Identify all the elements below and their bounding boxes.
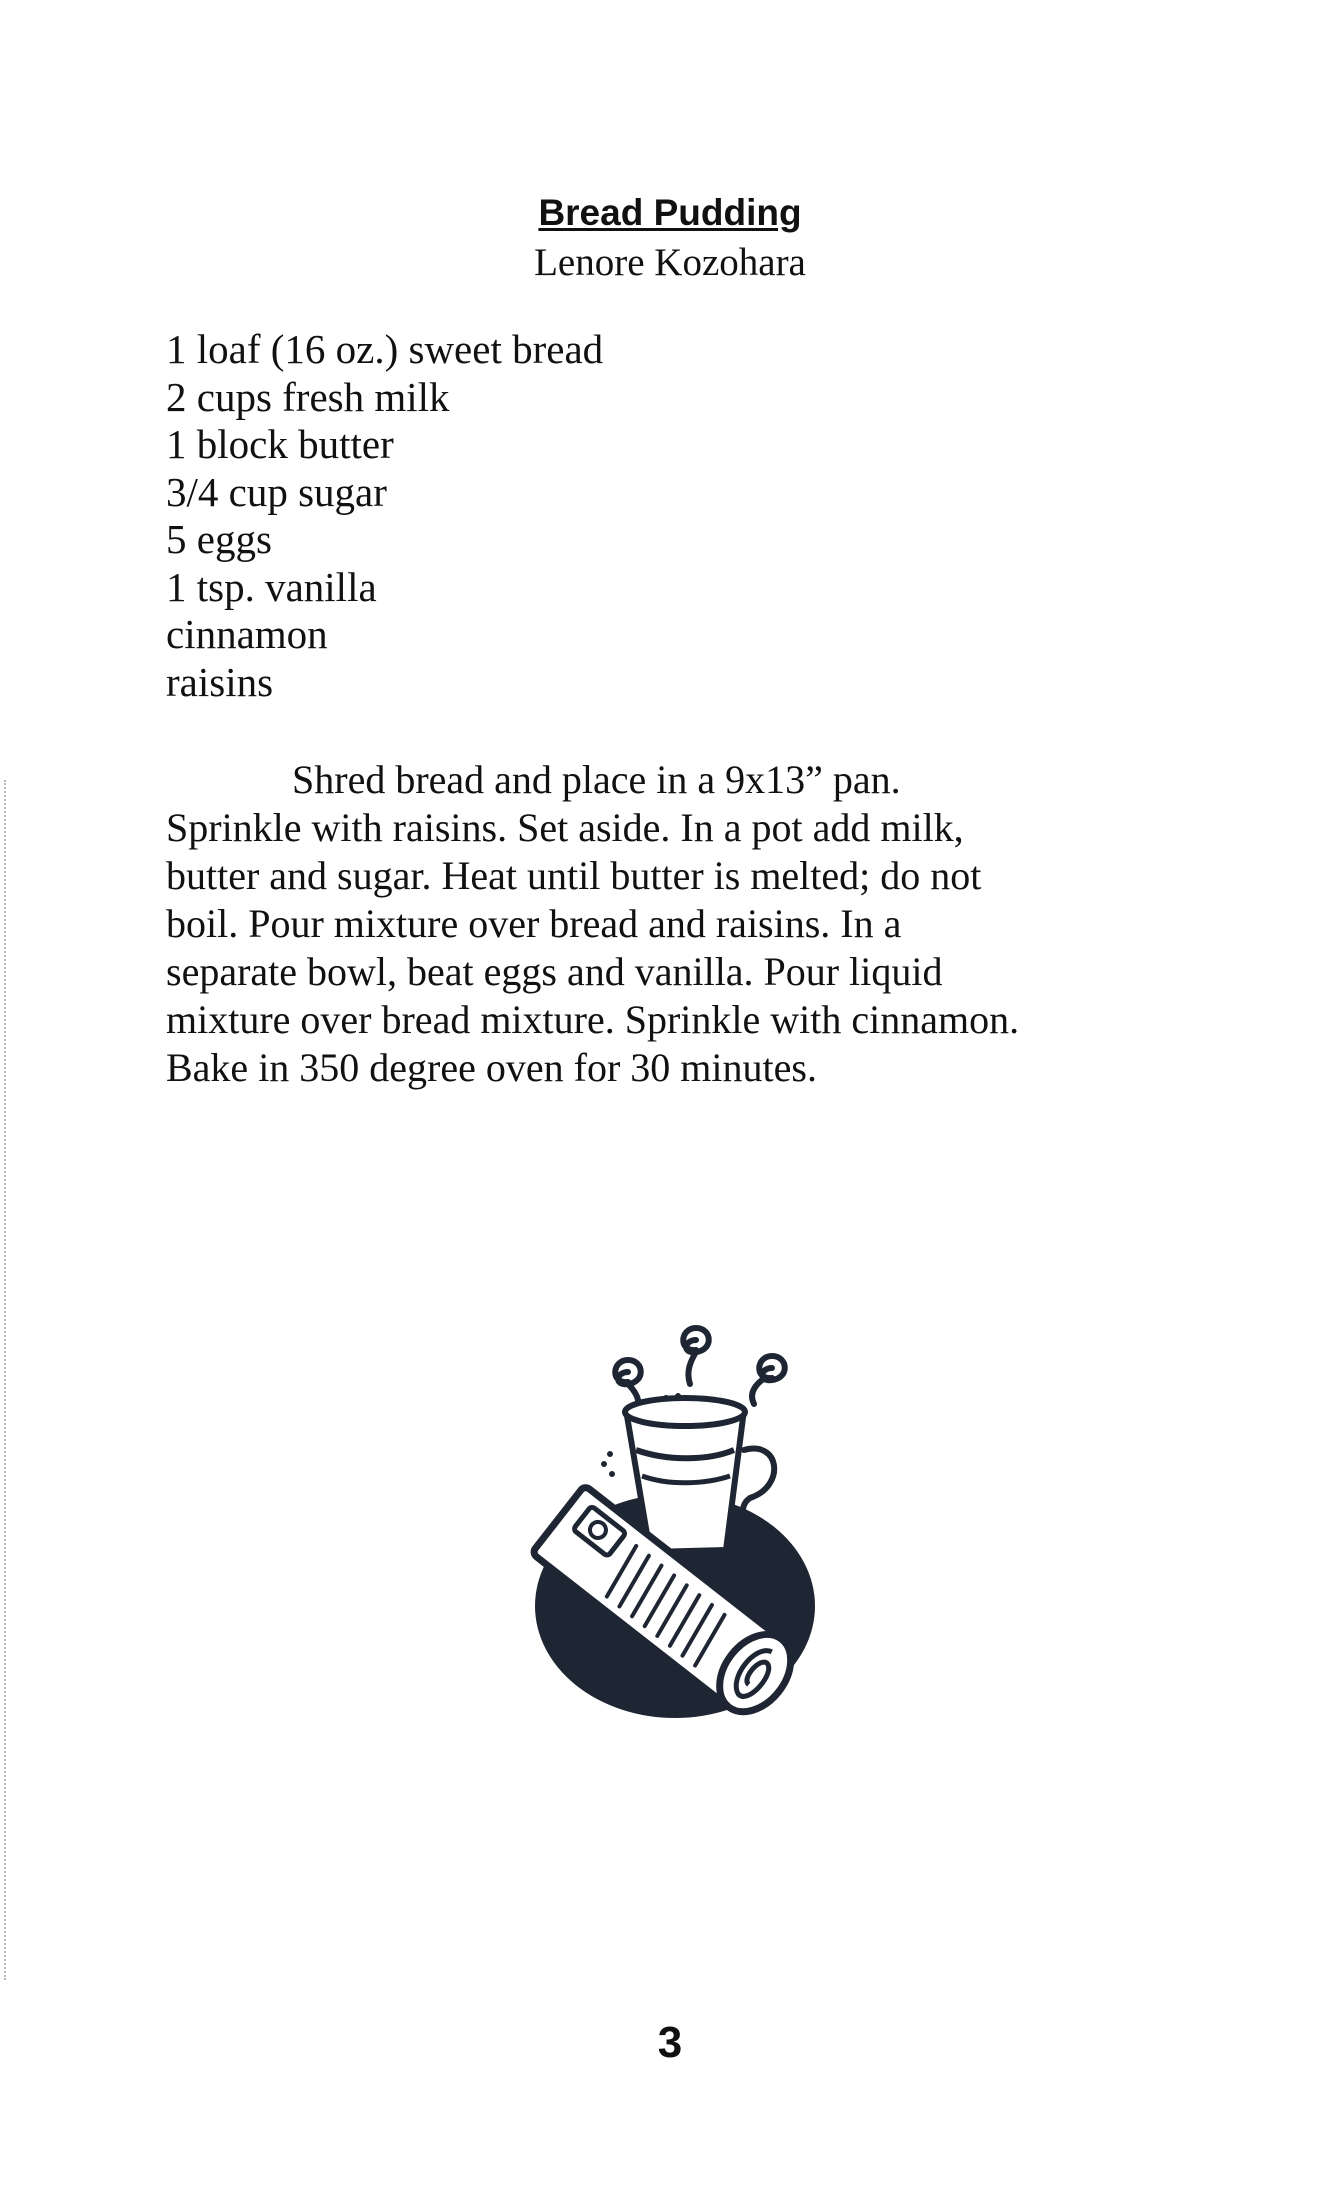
ingredient-item: 1 block butter	[166, 421, 394, 467]
ingredient-item: cinnamon	[166, 611, 328, 657]
page-number: 3	[657, 2018, 683, 2067]
ingredient-list	[166, 326, 603, 706]
ingredient-item: raisins	[166, 658, 274, 705]
recipe-directions	[166, 756, 1206, 1092]
ingredient-item: 5 eggs	[166, 516, 272, 562]
recipe-author: Lenore Kozohara	[534, 241, 806, 284]
directions-line: mixture over bread mixture. Sprinkle with cinnamon.	[166, 997, 1020, 1042]
steam-swirl-icon	[683, 1328, 709, 1384]
scan-edge-divider	[4, 780, 8, 1980]
ingredient-item: 2 cups fresh milk	[166, 373, 450, 420]
ingredient-item: 1 loaf (16 oz.) sweet bread	[166, 326, 604, 372]
coffee-and-newspaper-icon	[500, 1300, 840, 1720]
steam-swirl-icon	[615, 1360, 641, 1384]
directions-line: Sprinkle with raisins. Set aside. In a pot add milk,	[166, 805, 964, 850]
ingredient-item: 3/4 cup sugar	[166, 468, 387, 515]
directions-line: Shred bread and place in a 9x13” pan.	[292, 757, 901, 802]
directions-line: butter and sugar. Heat until butter is melted; do not	[166, 853, 982, 898]
directions-line: boil. Pour mixture over bread and raisins. In a	[166, 901, 902, 946]
recipe-title: Bread Pudding	[538, 192, 802, 233]
directions-line: Bake in 350 degree oven for 30 minutes.	[166, 1045, 817, 1090]
steam-swirl-icon	[752, 1356, 785, 1404]
ingredient-item: 1 tsp. vanilla	[166, 563, 377, 610]
directions-line: separate bowl, beat eggs and vanilla. Pour liquid	[166, 949, 943, 994]
